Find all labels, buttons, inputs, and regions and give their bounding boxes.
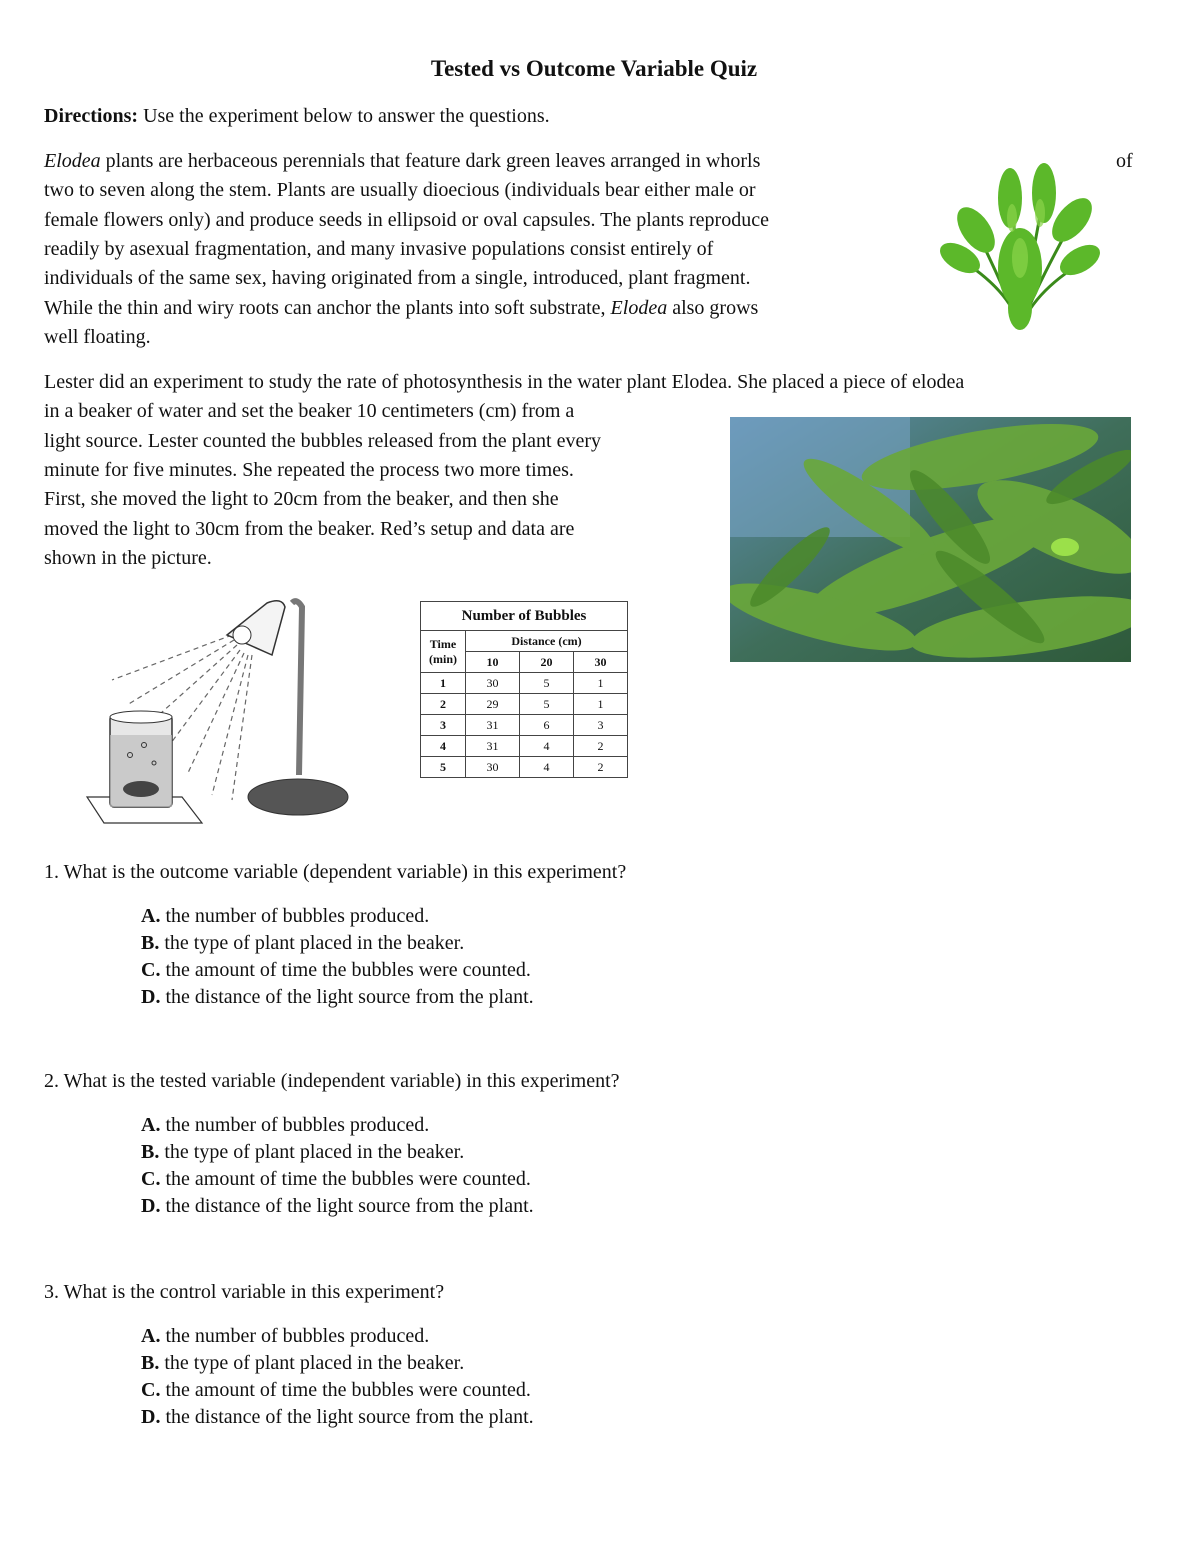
q2-choice-a[interactable]: [141, 1112, 429, 1139]
table-cell: 29: [466, 694, 520, 715]
para2-line-6: moved the light to 30cm from the beaker. Red’s setup and data are: [44, 518, 575, 540]
para1-line-6-end: also grows: [667, 297, 759, 319]
para2-line-4: minute for five minutes. She repeated the process two more times.: [44, 459, 574, 481]
choice-letter: C.: [141, 1379, 161, 1401]
q2-choice-c[interactable]: [141, 1166, 531, 1193]
choice-letter: C.: [141, 1168, 161, 1190]
table-cell: 30: [466, 757, 520, 778]
row-time: 5: [421, 757, 466, 778]
table-cell: 4: [519, 757, 573, 778]
time-header: [421, 631, 466, 673]
para1-line-3: female flowers only) and produce seeds in ellipsoid or oval capsules. The plants reproduce: [44, 209, 769, 231]
choice-text: the number of bubbles produced.: [160, 1114, 430, 1136]
q3-choice-a[interactable]: [141, 1323, 429, 1350]
directions: [44, 102, 550, 131]
table-row: [421, 673, 628, 694]
directions-label: Directions:: [44, 105, 139, 127]
distance-10: 10: [466, 652, 520, 673]
choice-text: the type of plant placed in the beaker.: [159, 1352, 465, 1374]
para1-line-1-end: of: [1116, 150, 1133, 172]
row-time: 4: [421, 736, 466, 757]
row-time: 2: [421, 694, 466, 715]
para2-line-5: First, she moved the light to 20cm from the beaker, and then she: [44, 488, 559, 510]
distance-20: 20: [519, 652, 573, 673]
row-time: 1: [421, 673, 466, 694]
elodea-italic: Elodea: [44, 150, 101, 172]
para1-line-2: two to seven along the stem. Plants are usually dioecious (individuals bear either male or: [44, 179, 756, 201]
para1-line-5: individuals of the same sex, having originated from a single, introduced, plant fragment.: [44, 267, 751, 289]
choice-text: the distance of the light source from the plant.: [160, 986, 534, 1008]
table-row: [421, 715, 628, 736]
table-cell: 3: [573, 715, 627, 736]
para1-line-6-start: While the thin and wiry roots can anchor the plants into soft substrate,: [44, 297, 611, 319]
table-cell: 2: [573, 736, 627, 757]
choice-letter: D.: [141, 986, 161, 1008]
table-cell: 1: [573, 673, 627, 694]
table-cell: 1: [573, 694, 627, 715]
choice-letter: C.: [141, 959, 161, 981]
lamp-beaker-setup-drawing: [82, 595, 354, 827]
table-cell: 5: [519, 673, 573, 694]
time-label: Time: [429, 636, 457, 651]
table-cell: 30: [466, 673, 520, 694]
choice-text: the distance of the light source from the plant.: [160, 1195, 534, 1217]
time-unit: (min): [429, 651, 457, 666]
choice-letter: D.: [141, 1195, 161, 1217]
table-row: [421, 736, 628, 757]
choice-text: the type of plant placed in the beaker.: [159, 932, 465, 954]
table-cell: 4: [519, 736, 573, 757]
q1-choice-a[interactable]: [141, 903, 429, 930]
table-cell: 2: [573, 757, 627, 778]
q1-choice-b[interactable]: [141, 930, 464, 957]
elodea-sprig-image: [940, 158, 1100, 330]
para2-line-3: light source. Lester counted the bubbles released from the plant every: [44, 430, 602, 452]
choice-text: the amount of time the bubbles were counted.: [160, 1379, 531, 1401]
table-row: [421, 757, 628, 778]
choice-letter: A.: [141, 905, 161, 927]
table-cell: 5: [519, 694, 573, 715]
q3-choice-d[interactable]: [141, 1404, 534, 1431]
q1-choice-d[interactable]: [141, 984, 534, 1011]
elodea-italic-2: Elodea: [610, 297, 668, 319]
table-title: Number of Bubbles: [421, 602, 628, 631]
question-1: 1. What is the outcome variable (dependent variable) in this experiment?: [44, 861, 627, 883]
choice-text: the number of bubbles produced.: [160, 905, 430, 927]
q3-choice-c[interactable]: [141, 1377, 531, 1404]
q3-choice-b[interactable]: [141, 1350, 464, 1377]
para1-line-1: [44, 147, 760, 176]
para1-line-7: well floating.: [44, 326, 151, 348]
para1-line-6: [44, 294, 758, 323]
question-3: 3. What is the control variable in this experiment?: [44, 1281, 445, 1303]
para1-line-4: readily by asexual fragmentation, and many invasive populations consist entirely of: [44, 238, 714, 260]
q1-choice-c[interactable]: [141, 957, 531, 984]
table-row: [421, 694, 628, 715]
choice-text: the amount of time the bubbles were counted.: [160, 959, 531, 981]
para2-line-2: in a beaker of water and set the beaker 10 centimeters (cm) from a: [44, 400, 575, 422]
choice-letter: A.: [141, 1325, 161, 1347]
distance-header: Distance (cm): [466, 631, 628, 652]
choice-letter: B.: [141, 1352, 160, 1374]
para2-line-7: shown in the picture.: [44, 547, 212, 569]
table-cell: 6: [519, 715, 573, 736]
question-2: 2. What is the tested variable (independent variable) in this experiment?: [44, 1070, 620, 1092]
q2-choice-b[interactable]: [141, 1139, 464, 1166]
choice-text: the type of plant placed in the beaker.: [159, 1141, 465, 1163]
distance-30: 30: [573, 652, 627, 673]
choice-text: the number of bubbles produced.: [160, 1325, 430, 1347]
choice-letter: D.: [141, 1406, 161, 1428]
choice-letter: B.: [141, 932, 160, 954]
elodea-pond-photo: [730, 417, 1131, 662]
para2-line-1: Lester did an experiment to study the rate of photosynthesis in the water plant Elodea. She placed a piece of elodea: [44, 371, 965, 393]
para1-line-1-text: plants are herbaceous perennials that feature dark green leaves arranged in whorls: [100, 150, 761, 172]
directions-text: Use the experiment below to answer the questions.: [138, 105, 550, 127]
table-cell: 31: [466, 736, 520, 757]
choice-letter: B.: [141, 1141, 160, 1163]
table-cell: 31: [466, 715, 520, 736]
choice-text: the amount of time the bubbles were counted.: [160, 1168, 531, 1190]
choice-letter: A.: [141, 1114, 161, 1136]
row-time: 3: [421, 715, 466, 736]
bubbles-data-table: [420, 601, 628, 778]
choice-text: the distance of the light source from the plant.: [160, 1406, 534, 1428]
q2-choice-d[interactable]: [141, 1193, 534, 1220]
page-title: Tested vs Outcome Variable Quiz: [430, 56, 758, 81]
